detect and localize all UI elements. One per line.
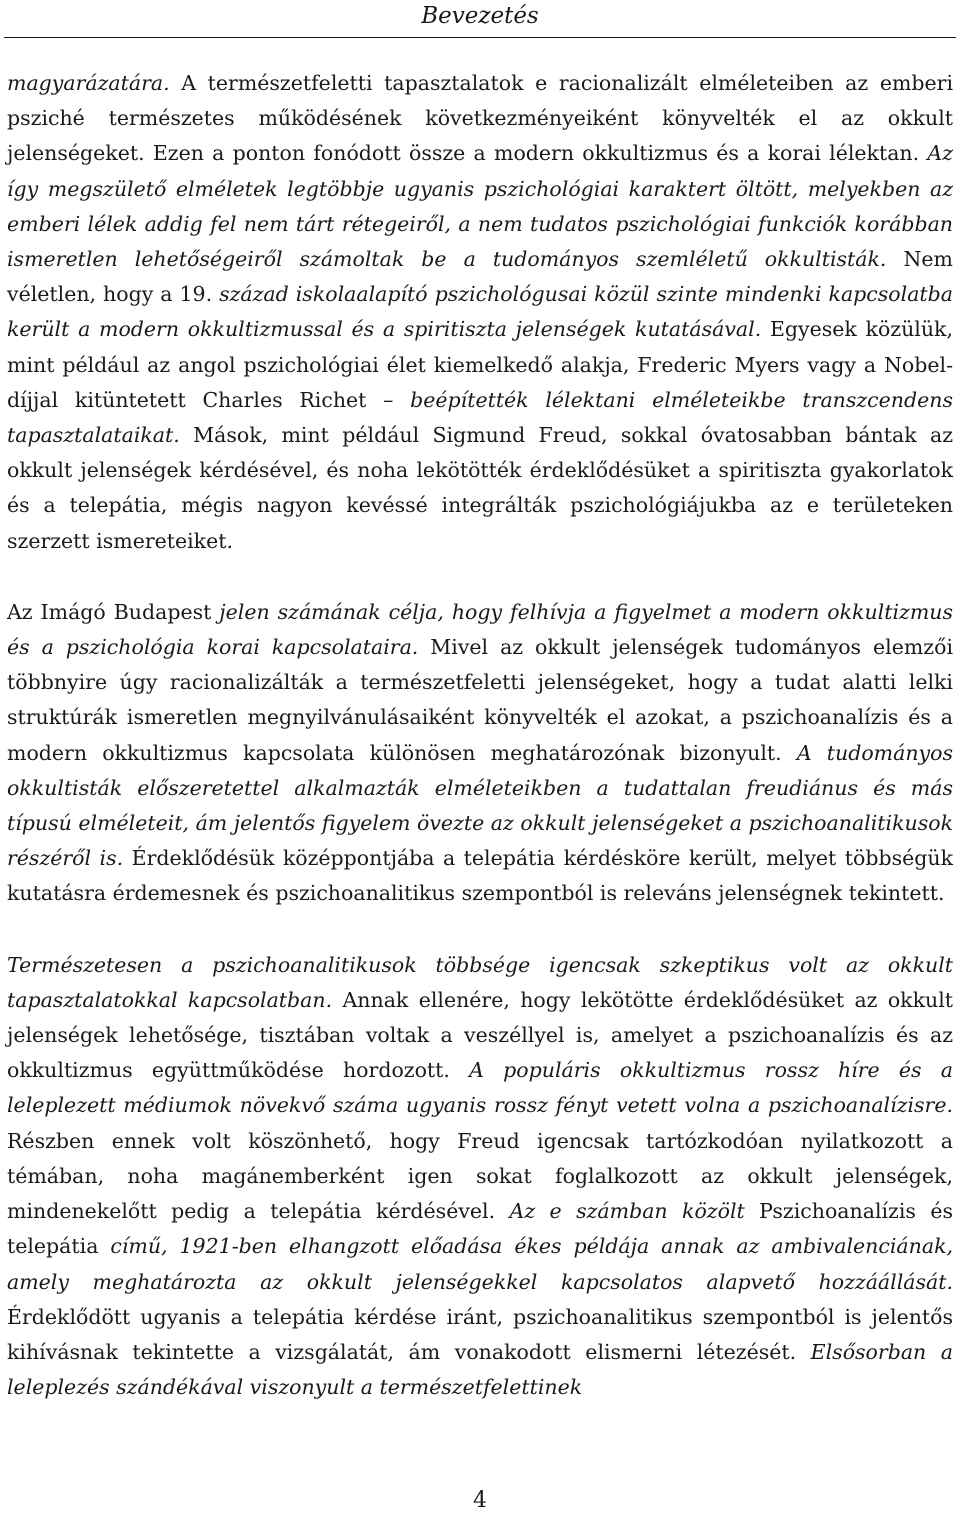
- text-span: Érdeklődött ugyanis a telepátia kérdése iránt, pszichoanalitikus szempontból is jelentős kihívásnak tekintette a vizsgálatát, ám vonakodott elismerni létezését.: [7, 1304, 953, 1364]
- text-span: jelen számának célja, hogy felhívja a figyelmet a modern okkultizmus és a pszichológia korai kapcsolataira.: [7, 599, 953, 660]
- text-span: A tudományos okkultisták előszeretettel alkalmazták elméleteikben a tudattalan freudiánus és más típusú elméleteit, ám jelentős figyelem övezte az okkult jelenségeket a pszichoanalitikusok részéről is.: [7, 740, 953, 871]
- text-span: Elsősorban a leleplezés szándékával viszonyult a természetfelettinek: [7, 1339, 953, 1400]
- text-span: beépítették lélektani elméleteikbe transzcendens tapasztalataikat.: [7, 387, 953, 448]
- text-span: magyarázatára.: [7, 71, 182, 95]
- text-span: Mivel az okkult jelenségek tudományos elemzői többnyire úgy racionalizálták a természetfeletti jelenségeket, hogy a tudat alatti lelki struktúrák ismeretlen megnyilvánulásaiként könyvelték el azokat, a pszichoanalízis és a modern okkultizmus kapcsolata különösen meghatározónak bizonyult.: [7, 635, 953, 765]
- text-span: A populáris okkultizmus rossz híre és a leleplezett médiumok növekvő száma ugyanis rossz fényt vetett volna a pszichoanalízisre.: [7, 1058, 953, 1118]
- text-span: Természetesen a pszichoanalitikusok többsége igencsak szkeptikus volt az okkult tapasztalatokkal kapcsolatban.: [7, 952, 953, 1012]
- text-span: Az e számban közölt: [509, 1199, 760, 1224]
- body-text: [7, 66, 953, 1405]
- text-span: Annak ellenére, hogy lekötötte érdeklődésüket az okkult jelenségek lehetősége, tisztában voltak a veszéllyel is, amelyet a pszichoanalízis és az okkultizmus együttműködése hordozott.: [7, 987, 954, 1083]
- text-span: című, 1921-ben elhangzott előadása ékes példája annak az ambivalenciának, amely meghatározta az okkult jelenségekkel kapcsolatos alapvető hozzáállását.: [7, 1234, 954, 1294]
- header-rule: [4, 37, 956, 38]
- text-span: Nem véletlen, hogy a 19.: [7, 247, 953, 307]
- text-span: A természetfeletti tapasztalatok e racionalizált elméleteiben az emberi psziché természetes működésének következményeiként könyvelték el az okkult jelenségeket. Ezen a ponton fonódott össze a modern okkultizmus és a korai lélektan.: [7, 71, 953, 166]
- text-span: Érdeklődésük középpontjába a telepátia kérdésköre került, melyet többségük kutatásra érdemesnek és pszichoanalitikus szempontból is releváns jelenségnek tekintett.: [7, 846, 953, 906]
- text-span: Részben ennek volt köszönhető, hogy Freud igencsak tartózkodóan nyilatkozott a témában, noha magánemberként igen sokat foglalkozott az okkult jelenségek, mindenekelőtt pedig a telepátia kérdésével.: [7, 1128, 953, 1224]
- paragraph: [7, 948, 953, 1406]
- text-span: Az Imágó Budapest: [7, 599, 220, 624]
- page-number: 4: [473, 1488, 487, 1513]
- text-span: Egyesek közülük, mint például az angol pszichológiai élet kiemelkedő alakja, Frederic Myers vagy a Nobel-díjjal kitüntetett Charles Richet –: [7, 317, 953, 412]
- text-span: Az így megszülető elméletek legtöbbje ugyanis pszichológiai karaktert öltött, melyekben az emberi lélek addig fel nem tárt rétegeiről, a nem tudatos pszichológiai funkciók korábban ismeretlen lehetőségeiről számoltak be a tudományos szemléletű okkultisták.: [7, 141, 953, 272]
- text-span: század iskolaalapító pszichológusai közül szinte mindenki kapcsolatba került a modern okkultizmussal és a spiritiszta jelenségek kutatásával.: [7, 282, 954, 342]
- paragraph: [7, 66, 953, 559]
- text-span: Mások, mint például Sigmund Freud, sokkal óvatosabban bántak az okkult jelenségek kérdésével, és noha lekötötték érdeklődésüket a spiritiszta gyakorlatok és a telepátia, mégis nagyon kevéssé integrálták pszichológiájukba az e területeken szerzett ismereteiket.: [7, 423, 953, 553]
- running-head: Bevezetés: [421, 3, 539, 29]
- paragraph: [7, 595, 953, 912]
- text-span: Pszichoanalízis és telepátia: [7, 1199, 954, 1259]
